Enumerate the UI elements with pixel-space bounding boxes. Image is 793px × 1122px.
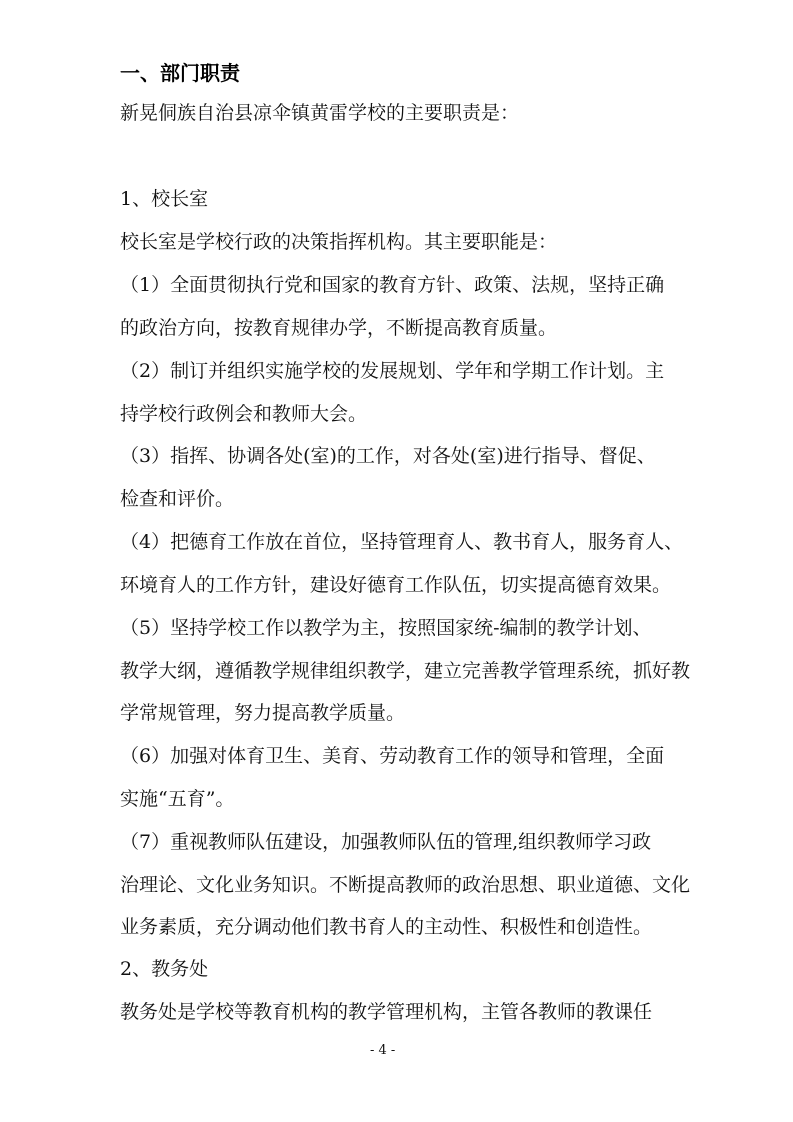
duty-item-1-line-1: （1）全面贯彻执行党和国家的教育方针、政策、法规，坚持正确 [120, 274, 665, 296]
section-heading: 一、部门职责 [120, 61, 240, 85]
duty-item-7-line-2: 治理论、文化业务知识。不断提高教师的政治思想、职业道德、文化 [120, 874, 691, 896]
duty-item-1-line-2: 的政治方向，按教育规律办学，不断提高教育质量。 [120, 317, 558, 339]
duty-item-4-line-2: 环境育人的工作方针，建设好德育工作队伍，切实提高德育效果。 [120, 574, 672, 596]
duty-item-6-line-1: （6）加强对体育卫生、美育、劳动教育工作的领导和管理，全面 [120, 745, 665, 767]
duty-item-5-line-2: 教学大纲，遵循教学规律组织教学，建立完善教学管理系统，抓好教 [120, 660, 691, 682]
duty-item-2-line-1: （2）制订并组织实施学校的发展规划、学年和学期工作计划。主 [120, 360, 665, 382]
duty-item-3-line-1: （3）指挥、协调各处(室)的工作，对各处(室)进行指导、督促、 [120, 445, 656, 467]
intro-paragraph: 新晃侗族自治县凉伞镇黄雷学校的主要职责是： [120, 102, 520, 124]
academic-affairs-desc: 教务处是学校等教育机构的教学管理机构，主管各教师的教课任 [120, 1001, 653, 1023]
duty-item-4-line-1: （4）把德育工作放在首位，坚持管理育人、教书育人，服务育人、 [120, 531, 684, 553]
page-number: - 4 - [370, 1043, 396, 1058]
duty-item-5-line-1: （5）坚持学校工作以教学为主，按照国家统-编制的教学计划、 [120, 617, 652, 639]
duty-item-5-line-3: 学常规管理，努力提高教学质量。 [120, 702, 406, 724]
principal-office-desc: 校长室是学校行政的决策指挥机构。其主要职能是： [120, 231, 558, 253]
duty-item-7-line-3: 业务素质，充分调动他们教书育人的主动性、积极性和创造性。 [120, 916, 653, 938]
duty-item-7-line-1: （7）重视教师队伍建设，加强教师队伍的管理,组织教师学习政 [120, 831, 652, 853]
academic-affairs-title: 2、教务处 [120, 958, 209, 980]
duty-item-2-line-2: 持学校行政例会和教师大会。 [120, 403, 368, 425]
principal-office-title: 1、校长室 [120, 188, 209, 210]
duty-item-3-line-2: 检查和评价。 [120, 488, 235, 510]
duty-item-6-line-2: 实施“五育”。 [120, 788, 235, 810]
